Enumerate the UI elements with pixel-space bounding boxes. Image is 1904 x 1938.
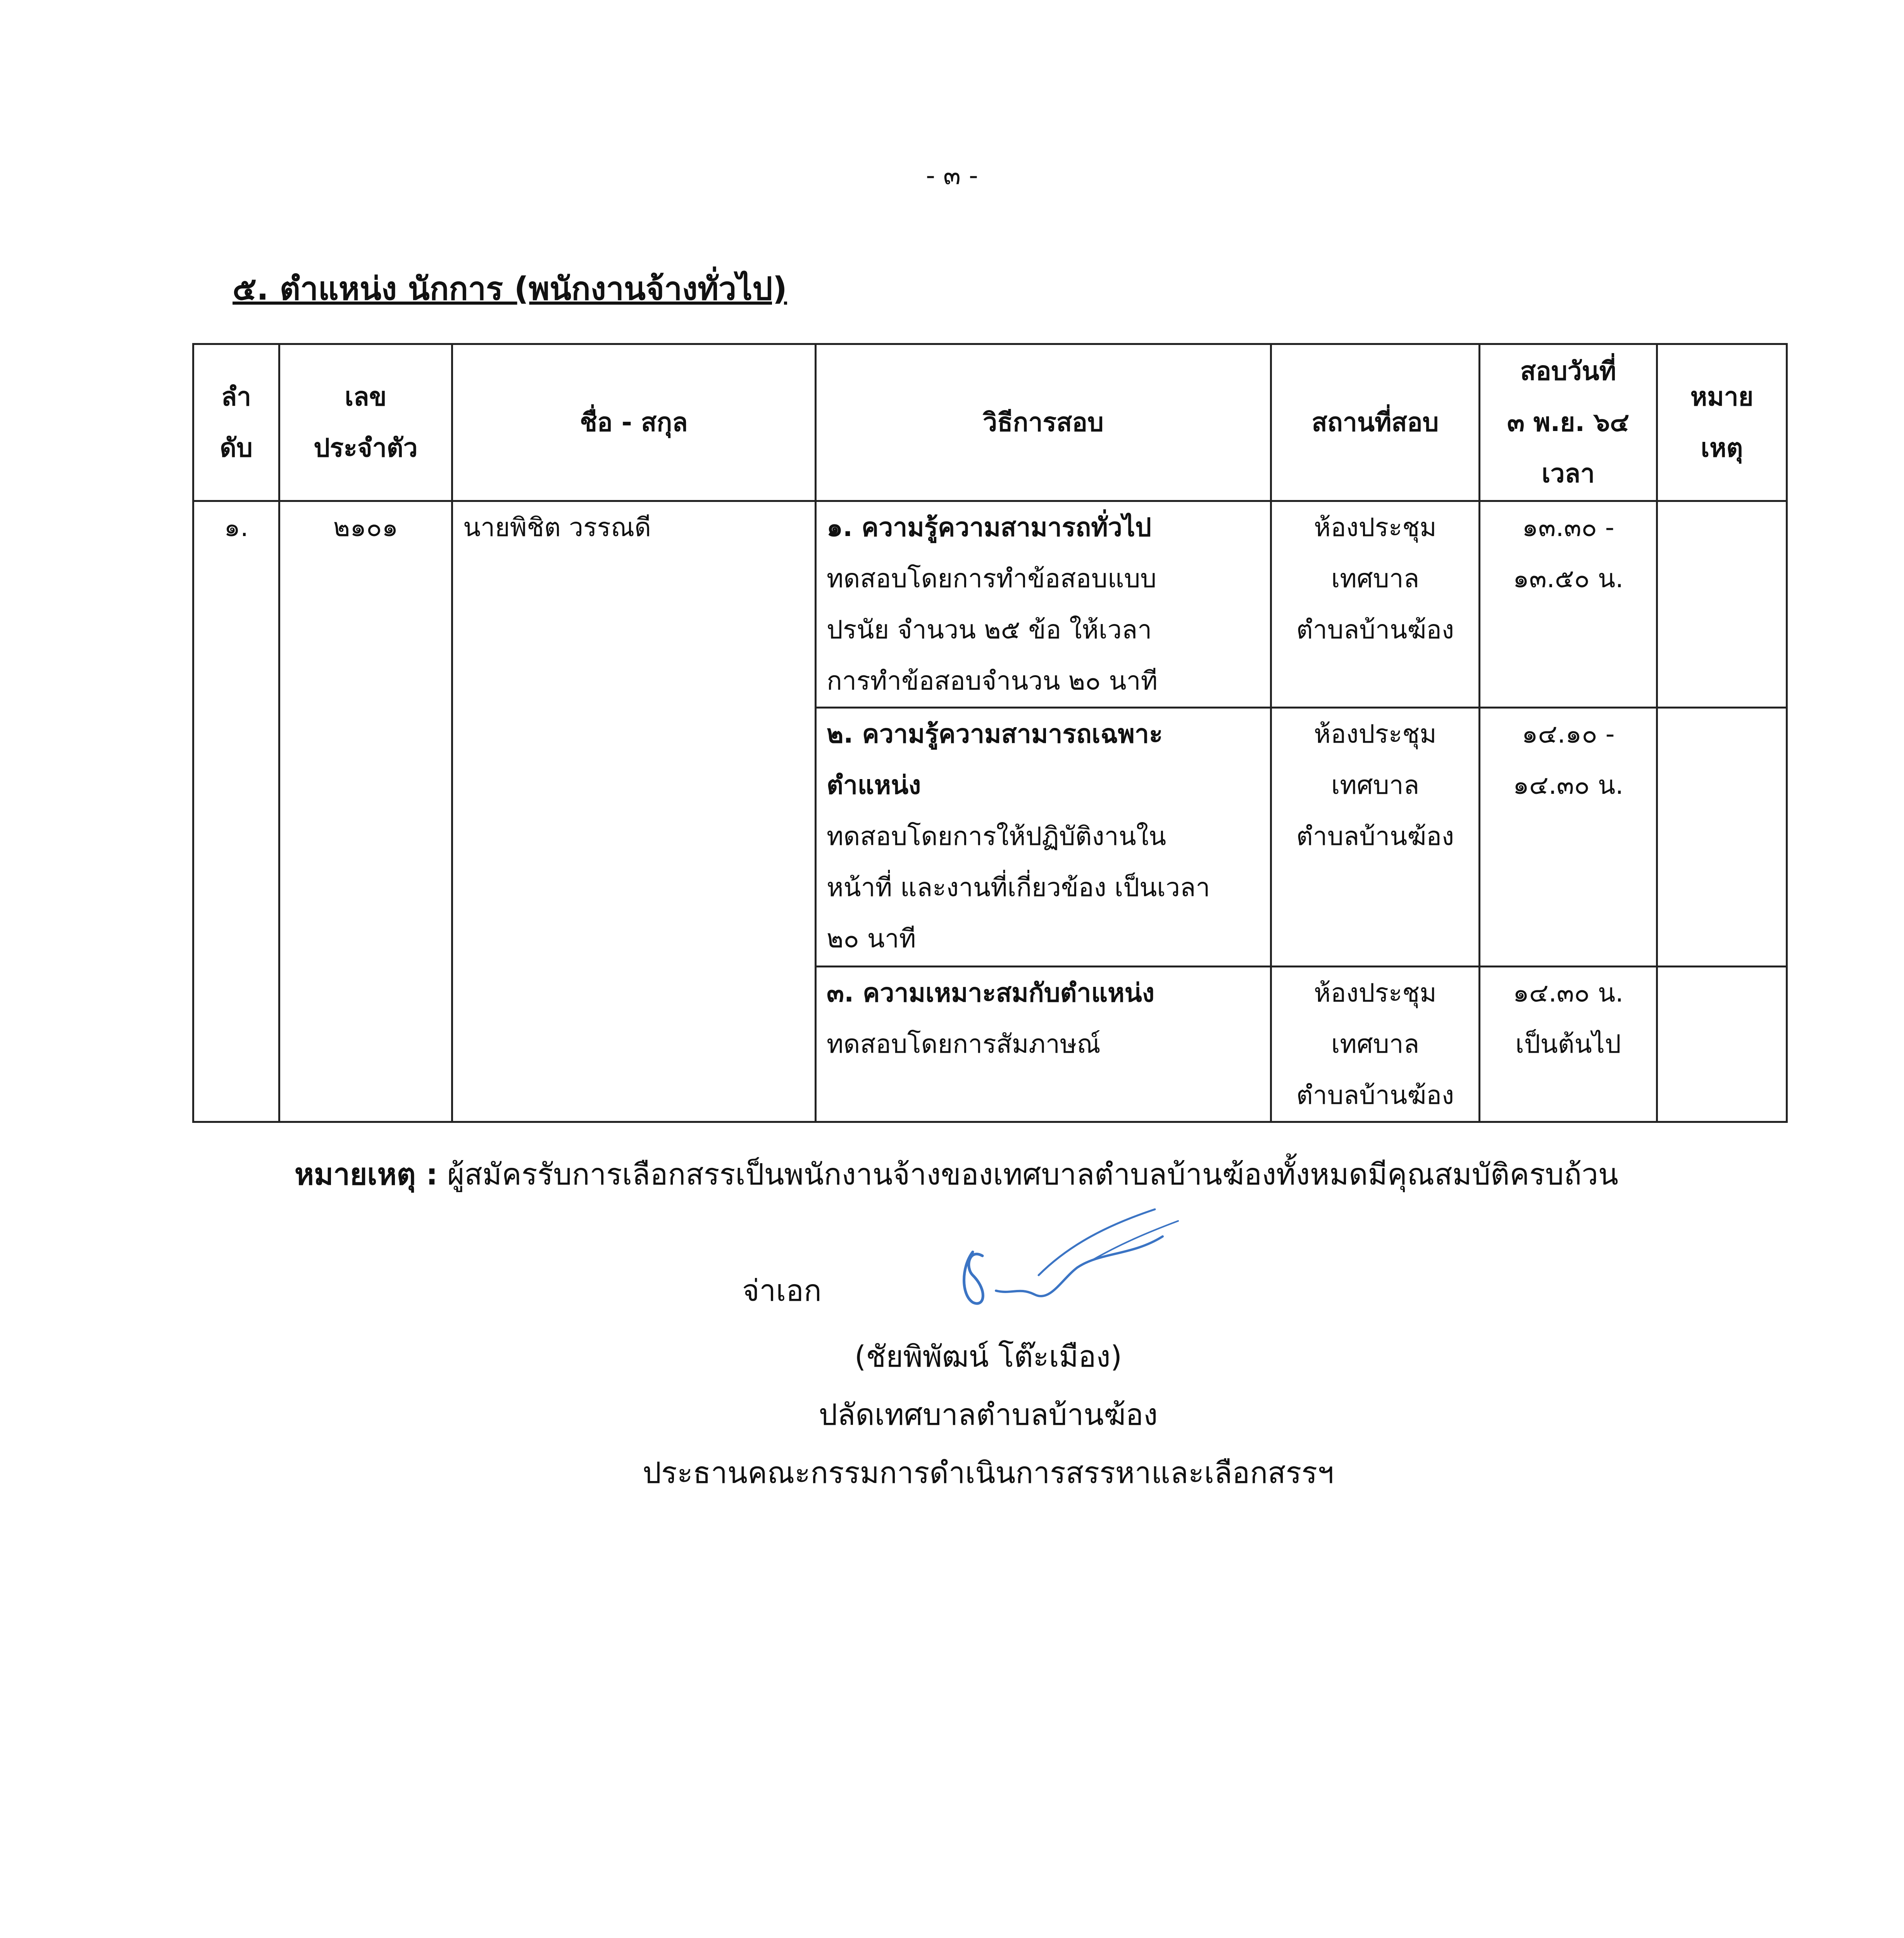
signature-rank: จ่าเอก bbox=[742, 1273, 822, 1308]
method-line: ทดสอบโดยการสัมภาษณ์ bbox=[827, 1029, 1101, 1059]
header-venue: สถานที่สอบ bbox=[1271, 344, 1480, 501]
remark-cell bbox=[1657, 967, 1787, 1122]
header-datetime-line3: เวลา bbox=[1541, 459, 1595, 488]
time-cell bbox=[1480, 967, 1657, 1122]
venue-cell bbox=[1271, 967, 1480, 1122]
header-order-line1: ลำ bbox=[221, 382, 252, 412]
venue-line: ตำบลบ้านฆ้อง bbox=[1296, 821, 1454, 851]
header-name: ชื่อ - สกุล bbox=[452, 344, 816, 501]
method-line: ปรนัย จำนวน ๒๕ ข้อ ให้เวลา bbox=[827, 615, 1152, 645]
handwritten-signature bbox=[946, 1178, 1248, 1333]
venue-line: ห้องประชุม bbox=[1314, 512, 1437, 542]
note-text: ผู้สมัครรับการเลือกสรรเป็นพนักงานจ้างของเทศบาลตำบลบ้านฆ้องทั้งหมดมีคุณสมบัติครบถ้วน bbox=[447, 1157, 1618, 1191]
method-cell bbox=[816, 708, 1271, 967]
signatory-position: ปลัดเทศบาลตำบลบ้านฆ้อง bbox=[818, 1397, 1158, 1432]
method-title: ๑. ความรู้ความสามารถทั่วไป bbox=[827, 512, 1151, 542]
venue-cell bbox=[1271, 708, 1480, 967]
venue-line: ห้องประชุม bbox=[1314, 719, 1437, 749]
method-line: ทดสอบโดยการทำข้อสอบแบบ bbox=[827, 564, 1157, 593]
venue-cell bbox=[1271, 501, 1480, 708]
time-line: ๑๓.๕๐ น. bbox=[1513, 564, 1624, 593]
time-line: ๑๔.๓๐ น. bbox=[1513, 770, 1624, 800]
venue-line: เทศบาล bbox=[1331, 770, 1420, 800]
note-label: หมายเหตุ : bbox=[295, 1157, 438, 1191]
candidate-order: ๑. bbox=[193, 501, 279, 1122]
time-line: ๑๔.๑๐ - bbox=[1521, 719, 1615, 749]
method-title-continued: ตำแหน่ง bbox=[827, 770, 921, 800]
venue-line: เทศบาล bbox=[1331, 564, 1420, 593]
venue-line: ตำบลบ้านฆ้อง bbox=[1296, 1080, 1454, 1110]
venue-line: ห้องประชุม bbox=[1314, 978, 1437, 1008]
remark-cell bbox=[1657, 708, 1787, 967]
remark-cell bbox=[1657, 501, 1787, 708]
header-id-line2: ประจำตัว bbox=[314, 433, 418, 463]
header-id-line1: เลข bbox=[345, 382, 387, 412]
header-remark bbox=[1657, 344, 1787, 501]
table-row bbox=[193, 501, 1787, 708]
method-title: ๒. ความรู้ความสามารถเฉพาะ bbox=[827, 719, 1163, 749]
page-number: - ๓ - bbox=[926, 160, 978, 190]
signatory-role: ประธานคณะกรรมการดำเนินการสรรหาและเลือกสรรฯ bbox=[643, 1455, 1334, 1490]
header-datetime-line2: ๓ พ.ย. ๖๔ bbox=[1507, 407, 1630, 437]
time-cell bbox=[1480, 501, 1657, 708]
header-remark-line1: หมาย bbox=[1690, 382, 1754, 412]
header-id bbox=[279, 344, 452, 501]
signatory-name: (ชัยพิพัฒน์ โต๊ะเมือง) bbox=[854, 1339, 1122, 1374]
table-header-row bbox=[193, 344, 1787, 501]
header-order bbox=[193, 344, 279, 501]
time-cell bbox=[1480, 708, 1657, 967]
section-heading: ๕. ตำแหน่ง นักการ (พนักงานจ้างทั่วไป) bbox=[233, 271, 787, 307]
header-datetime-line1: สอบวันที่ bbox=[1520, 356, 1616, 386]
header-order-line2: ดับ bbox=[220, 433, 253, 463]
method-cell bbox=[816, 967, 1271, 1122]
exam-schedule-table bbox=[192, 343, 1788, 1123]
method-line: ๒๐ นาที bbox=[827, 924, 916, 953]
time-line: ๑๔.๓๐ น. bbox=[1513, 978, 1624, 1008]
header-method: วิธีการสอบ bbox=[816, 344, 1271, 501]
venue-line: ตำบลบ้านฆ้อง bbox=[1296, 615, 1454, 645]
method-cell bbox=[816, 501, 1271, 708]
method-line: การทำข้อสอบจำนวน ๒๐ นาที bbox=[827, 666, 1158, 696]
method-line: หน้าที่ และงานที่เกี่ยวข้อง เป็นเวลา bbox=[827, 872, 1210, 902]
time-line: ๑๓.๓๐ - bbox=[1522, 512, 1615, 542]
method-line: ทดสอบโดยการให้ปฏิบัติงานใน bbox=[827, 821, 1167, 851]
method-title: ๓. ความเหมาะสมกับตำแหน่ง bbox=[827, 978, 1154, 1008]
venue-line: เทศบาล bbox=[1331, 1029, 1420, 1059]
candidate-name: นายพิชิต วรรณดี bbox=[452, 501, 816, 1122]
time-line: เป็นต้นไป bbox=[1515, 1029, 1621, 1059]
header-datetime bbox=[1480, 344, 1657, 501]
header-remark-line2: เหตุ bbox=[1701, 433, 1743, 463]
candidate-id: ๒๑๐๑ bbox=[279, 501, 452, 1122]
